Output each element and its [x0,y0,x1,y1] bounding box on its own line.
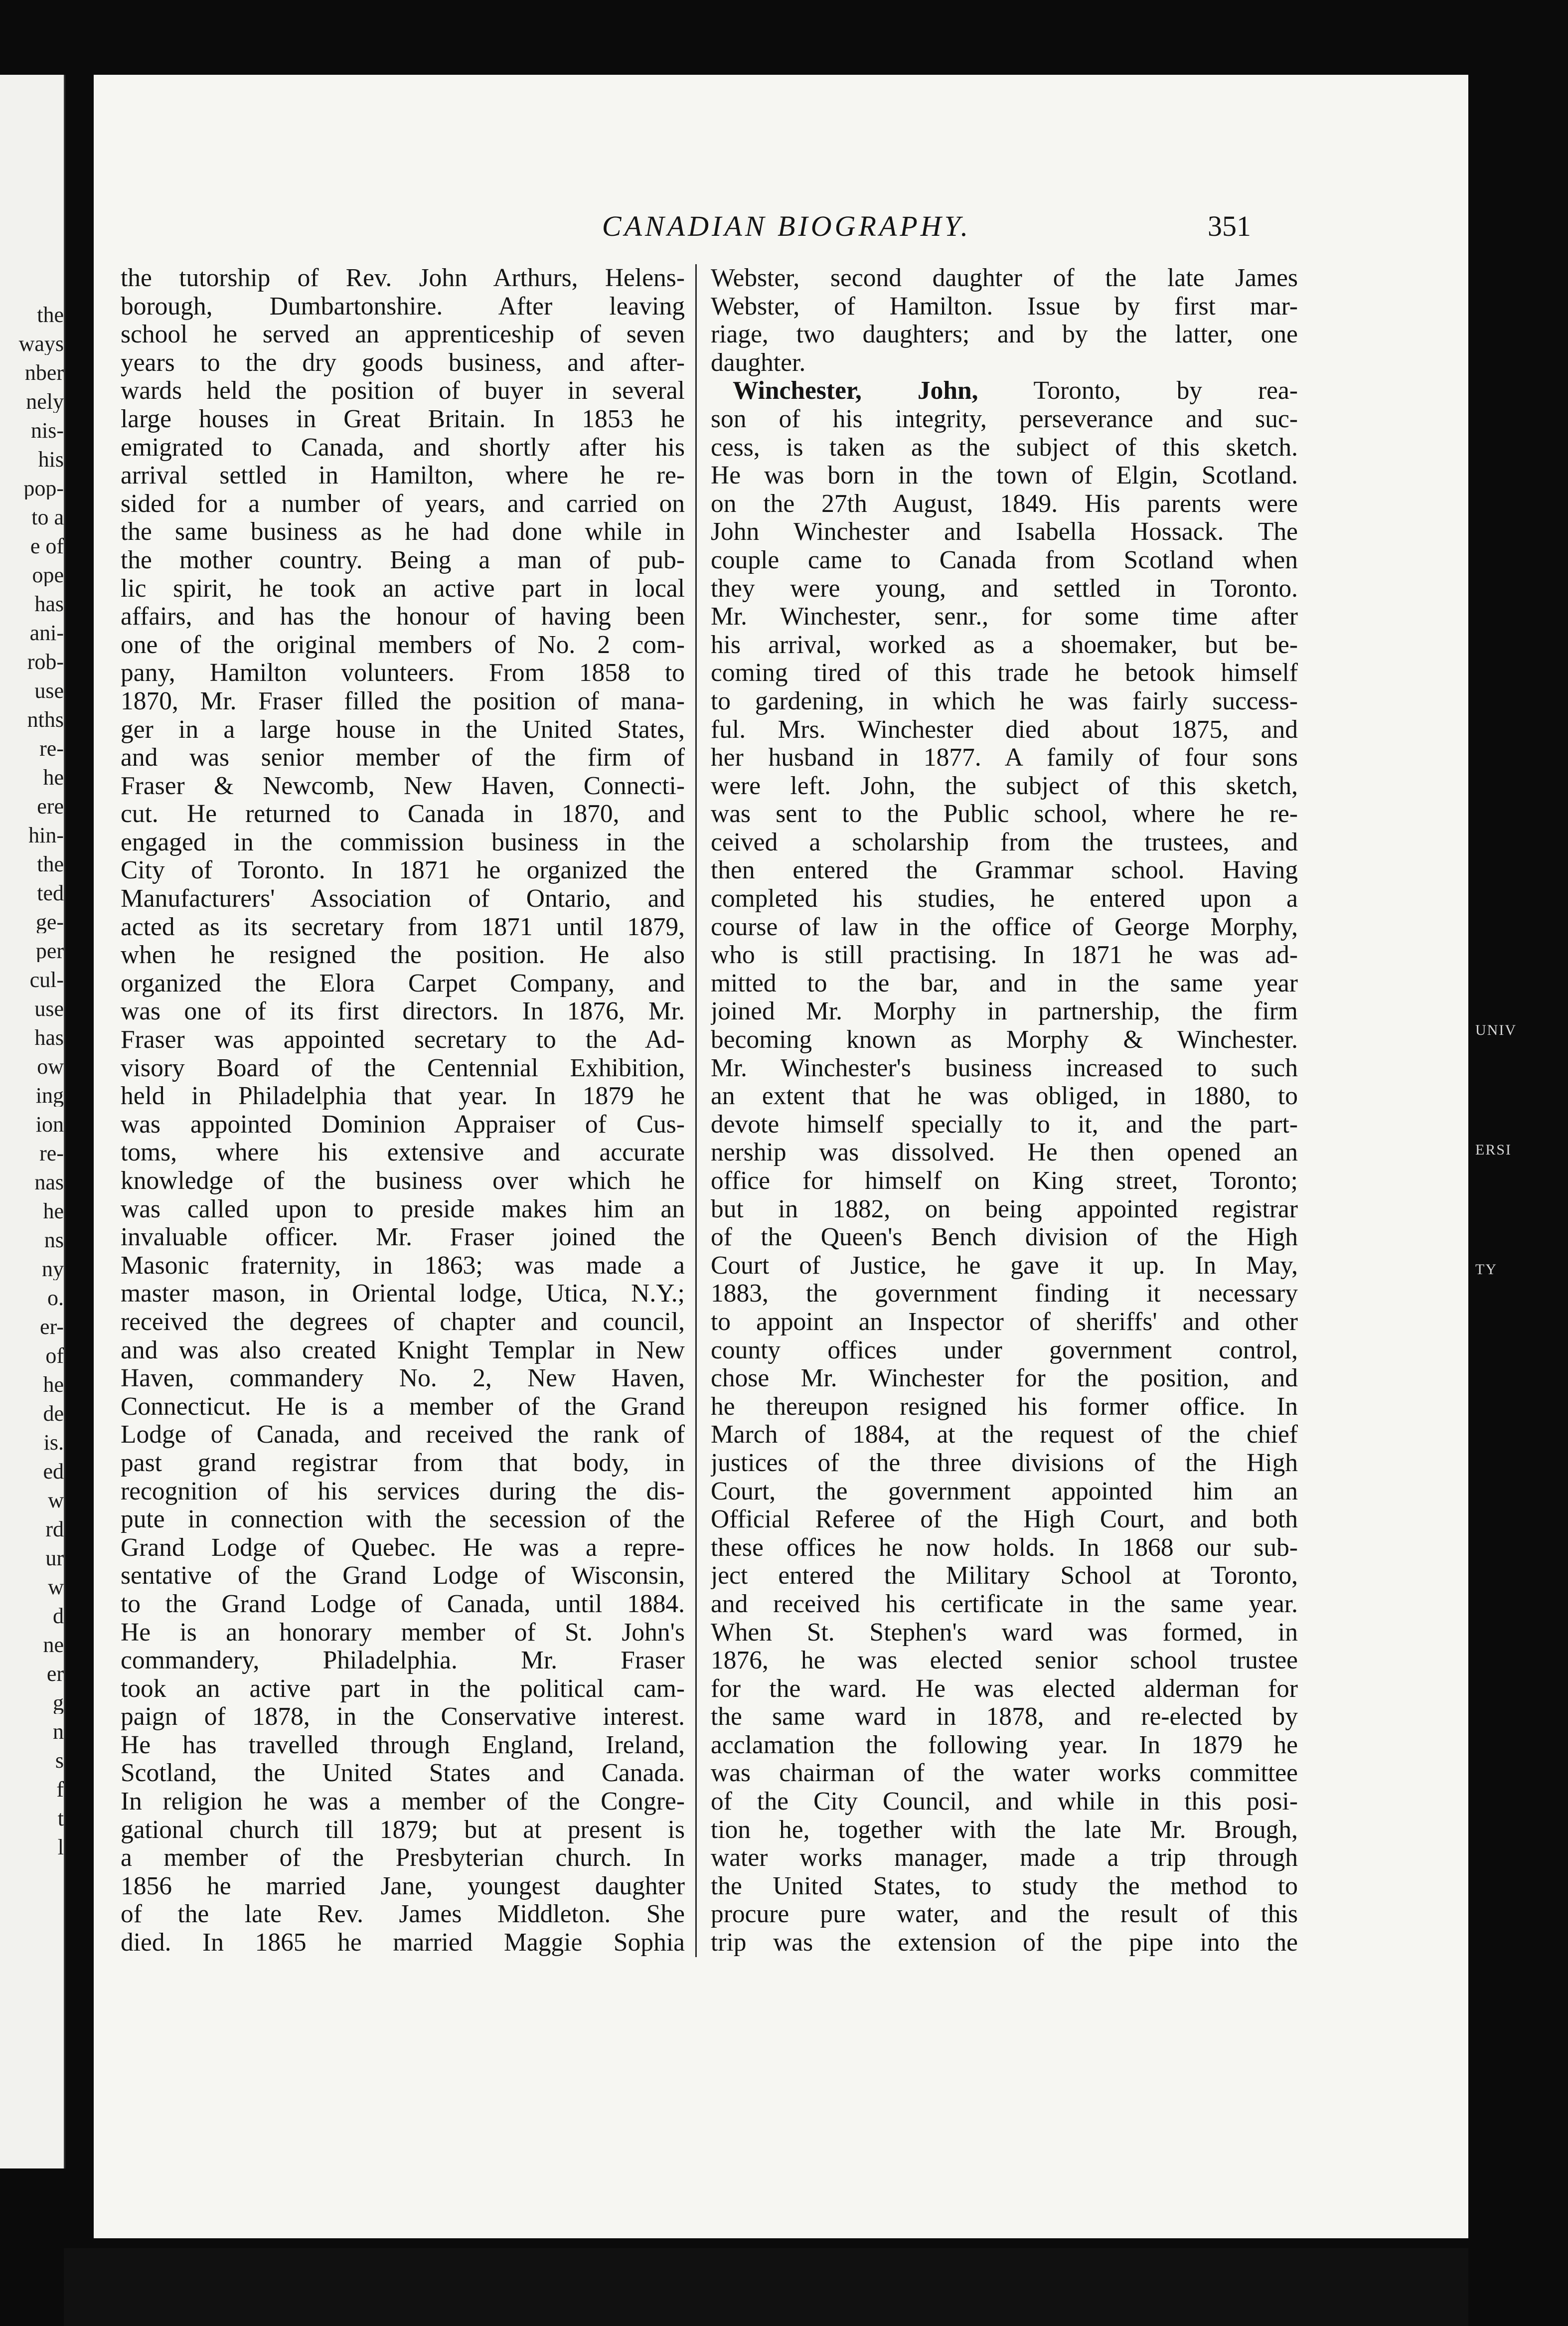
text-line: chose Mr. Winchester for the position, and [711,1364,1298,1393]
text-line: procure pure water, and the result of this [711,1900,1298,1929]
text-line: knowledge of the business over which he [121,1167,685,1195]
text-line: Manufacturers' Association of Ontario, and [121,885,685,913]
margin-fragment: w [48,1576,64,1598]
edge-fragment: TY [1475,1261,1497,1278]
text-line: past grand registrar from that body, in [121,1449,685,1477]
text-line: riage, two daughters; and by the latter, one [711,321,1298,349]
text-line: received the degrees of chapter and council, [121,1308,685,1336]
margin-fragment: his [38,449,64,471]
book-page [94,75,1468,2238]
text-line: were left. John, the subject of this sketch, [711,772,1298,800]
margin-fragment: nis- [31,420,64,442]
text-line: visory Board of the Centennial Exhibition, [121,1054,685,1082]
text-line: Court of Justice, he gave it up. In May, [711,1251,1298,1280]
text-line: acclamation the following year. In 1879 he [711,1731,1298,1759]
text-line: ger in a large house in the United States, [121,715,685,744]
text-line: ject entered the Military School at Toronto, [711,1562,1298,1590]
right-column [695,264,1298,1957]
text-line: He was born in the town of Elgin, Scotland. [711,462,1298,490]
margin-fragment: g [53,1692,64,1714]
text-line: to the Grand Lodge of Canada, until 1884. [121,1590,685,1618]
entry-heading-line [711,377,1298,405]
text-line: one of the original members of No. 2 com- [121,631,685,659]
text-line: nership was dissolved. He then opened an [711,1139,1298,1167]
text-line: office for himself on King street, Toronto; [711,1167,1298,1195]
margin-fragment: ere [37,796,64,818]
text-line: cess, is taken as the subject of this sketch. [711,433,1298,462]
page-header [94,209,1468,249]
text-line: 1870, Mr. Fraser filled the position of mana- [121,687,685,715]
text-line: Connecticut. He is a member of the Grand [121,1392,685,1421]
margin-fragment: ur [45,1547,64,1569]
margin-fragment: d [53,1605,64,1627]
margin-fragment: ani- [29,622,64,644]
text-line: engaged in the commission business in the [121,828,685,856]
text-line: acted as its secretary from 1871 until 1879, [121,913,685,941]
text-line: Masonic fraternity, in 1863; was made a [121,1251,685,1280]
text-line: tion he, together with the late Mr. Brough, [711,1816,1298,1844]
text-line: but in 1882, on being appointed registrar [711,1195,1298,1223]
text-line: Court, the government appointed him an [711,1477,1298,1505]
margin-fragment: de [43,1403,64,1425]
text-line: emigrated to Canada, and shortly after his [121,433,685,462]
text-line: held in Philadelphia that year. In 1879 he [121,1082,685,1111]
margin-fragment: the [37,853,64,875]
text-line: City of Toronto. In 1871 he organized the [121,856,685,885]
text-line: the same ward in 1878, and re-elected by [711,1703,1298,1731]
text-line: to gardening, in which he was fairly success- [711,687,1298,715]
right-page-edge [1470,75,1568,2238]
text-line: Grand Lodge of Quebec. He was a repre- [121,1533,685,1562]
margin-fragment: l [57,1836,64,1858]
margin-fragment: nths [27,709,64,731]
margin-fragment: e of [30,535,64,557]
text-line: master mason, in Oriental lodge, Utica, N.Y.; [121,1280,685,1308]
adjacent-page-strip [0,75,65,2168]
margin-fragment: cul- [29,969,64,991]
text-line: years to the dry goods business, and after- [121,348,685,377]
margin-fragment: re- [39,738,64,760]
text-line: Haven, commandery No. 2, New Haven, [121,1364,685,1393]
margin-fragment: ope [32,564,64,586]
text-line: when he resigned the position. He also [121,941,685,970]
text-line: the same business as he had done while in [121,518,685,546]
margin-fragment: pop- [23,478,64,499]
text-line: and was senior member of the firm of [121,744,685,772]
text-line: pany, Hamilton volunteers. From 1858 to [121,659,685,687]
text-line: 1883, the government finding it necessary [711,1280,1298,1308]
page-number: 351 [1208,210,1251,242]
text-line: of the Queen's Bench division of the High [711,1223,1298,1252]
text-line: trip was the extension of the pipe into the [711,1929,1298,1957]
text-line: these offices he now holds. In 1868 our sub- [711,1533,1298,1562]
margin-fragment: w [48,1490,64,1511]
margin-fragment: use [34,680,64,702]
text-line: 1856 he married Jane, youngest daughter [121,1872,685,1900]
text-line: invaluable officer. Mr. Fraser joined the [121,1223,685,1252]
margin-fragment: er [46,1663,64,1685]
text-line: course of law in the office of George Morphy, [711,913,1298,941]
text-line: wards held the position of buyer in several [121,377,685,405]
text-line: ceived a scholarship from the trustees, and [711,828,1298,856]
text-line: was sent to the Public school, where he re- [711,800,1298,829]
text-line: recognition of his services during the dis- [121,1477,685,1505]
text-line: Official Referee of the High Court, and both [711,1505,1298,1534]
edge-fragment: UNIV [1475,1022,1517,1038]
text-line: gational church till 1879; but at present is [121,1816,685,1844]
text-line: was called upon to preside makes him an [121,1195,685,1223]
text-line: a member of the Presbyterian church. In [121,1844,685,1872]
margin-fragment: of [45,1345,64,1367]
text-line: large houses in Great Britain. In 1853 he [121,405,685,433]
text-line: coming tired of this trade he betook himself [711,659,1298,687]
margin-fragment: er- [40,1316,64,1338]
text-line: was appointed Dominion Appraiser of Cus- [121,1110,685,1139]
margin-fragment: nely [26,391,64,413]
margin-fragment: has [34,1027,64,1049]
text-line: sentative of the Grand Lodge of Wisconsin, [121,1562,685,1590]
text-line: on the 27th August, 1849. His parents were [711,490,1298,518]
text-line: they were young, and settled in Toronto. [711,574,1298,603]
text-line: Fraser was appointed secretary to the Ad- [121,1026,685,1054]
margin-fragment: ted [37,882,64,904]
margin-fragment: f [56,1779,64,1801]
margin-fragment: t [57,1808,64,1829]
text-line: In religion he was a member of the Congre- [121,1788,685,1816]
margin-fragment: rd [45,1518,64,1540]
entry-body [711,405,1298,1957]
text-line: cut. He returned to Canada in 1870, and [121,800,685,829]
margin-fragment: re- [39,1143,64,1164]
text-line: then entered the Grammar school. Having [711,856,1298,885]
text-line: he thereupon resigned his former office. In [711,1392,1298,1421]
text-line: borough, Dumbartonshire. After leaving [121,292,685,321]
text-line: of the City Council, and while in this posi- [711,1788,1298,1816]
text-line: He is an honorary member of St. John's [121,1618,685,1647]
margin-fragment: ion [35,1114,64,1136]
text-line: Webster, of Hamilton. Issue by first mar- [711,292,1298,321]
margin-fragment: he [43,1374,64,1396]
margin-fragment: ways [18,333,64,355]
text-line: was chairman of the water works committee [711,1759,1298,1788]
margin-fragment: ow [37,1056,64,1078]
margin-fragment: he [43,1200,64,1222]
text-line: Mr. Winchester, senr., for some time after [711,603,1298,631]
text-line: When St. Stephen's ward was formed, in [711,1618,1298,1647]
text-line: his arrival, worked as a shoemaker, but be- [711,631,1298,659]
text-line: couple came to Canada from Scotland when [711,546,1298,574]
text-line: Webster, second daughter of the late James [711,264,1298,292]
text-line: Scotland, the United States and Canada. [121,1759,685,1788]
text-line: joined Mr. Morphy in partnership, the firm [711,997,1298,1026]
entry-name: Winchester, John, [733,377,978,405]
margin-fragment: n [53,1721,64,1743]
margin-fragment: nber [24,362,64,384]
text-line: an extent that he was obliged, in 1880, to [711,1082,1298,1111]
margin-fragment: ne [43,1634,64,1656]
text-line: who is still practising. In 1871 he was ad- [711,941,1298,970]
text-line: school he served an apprenticeship of seven [121,321,685,349]
text-line: lic spirit, he took an active part in local [121,574,685,603]
text-line: paign of 1878, in the Conservative interest. [121,1703,685,1731]
margin-fragment: to a [31,506,64,528]
text-line: He has travelled through England, Ireland, [121,1731,685,1759]
margin-fragment: s [55,1750,64,1772]
text-line: and received his certificate in the same year. [711,1590,1298,1618]
text-line: March of 1884, at the request of the chief [711,1421,1298,1449]
text-line: commandery, Philadelphia. Mr. Fraser [121,1647,685,1675]
text-line: affairs, and has the honour of having been [121,603,685,631]
text-line: her husband in 1877. A family of four sons [711,744,1298,772]
text-line: organized the Elora Carpet Company, and [121,969,685,997]
text-line: pute in connection with the secession of the [121,1505,685,1534]
text-line: Lodge of Canada, and received the rank of [121,1421,685,1449]
text-line: died. In 1865 he married Maggie Sophia [121,1929,685,1957]
text-line: the tutorship of Rev. John Arthurs, Helens- [121,264,685,292]
text-line: ful. Mrs. Winchester died about 1875, and [711,715,1298,744]
text-line: was one of its first directors. In 1876, Mr. [121,997,685,1026]
text-line: devote himself specially to it, and the part- [711,1110,1298,1139]
margin-fragment: ed [43,1461,64,1483]
margin-fragment: use [34,998,64,1020]
margin-fragment: rob- [27,651,64,673]
margin-fragment: ge- [35,911,64,933]
text-line: completed his studies, he entered upon a [711,885,1298,913]
left-column [121,264,685,1957]
margin-fragment: he [43,767,64,789]
text-line: Fraser & Newcomb, New Haven, Connecti- [121,772,685,800]
text-line: becoming known as Morphy & Winchester. [711,1026,1298,1054]
text-line: John Winchester and Isabella Hossack. The [711,518,1298,546]
margin-fragment: is. [43,1432,64,1454]
running-head: CANADIAN BIOGRAPHY. [602,210,971,242]
text-line: of the late Rev. James Middleton. She [121,1900,685,1929]
margin-fragment: o. [47,1287,64,1309]
text-line: daughter. [711,348,806,377]
text-line: justices of the three divisions of the High [711,1449,1298,1477]
bottom-scan-edge [64,2248,1468,2326]
previous-entry-end [711,264,1298,377]
margin-fragment: ny [42,1258,64,1280]
entry-heading-rest: Toronto, by rea- [1033,377,1298,405]
margin-fragment: per [35,940,64,962]
text-line: 1876, he was elected senior school trustee [711,1647,1298,1675]
margin-fragment: has [34,593,64,615]
text-line: for the ward. He was elected alderman for [711,1674,1298,1703]
text-line: Mr. Winchester's business increased to such [711,1054,1298,1082]
text-line: the United States, to study the method to [711,1872,1298,1900]
margin-fragment: nas [34,1171,64,1193]
text-line: mitted to the bar, and in the same year [711,969,1298,997]
text-line: and was also created Knight Templar in New [121,1336,685,1364]
text-line: toms, where his extensive and accurate [121,1139,685,1167]
text-line: took an active part in the political cam- [121,1674,685,1703]
text-line: county offices under government control, [711,1336,1298,1364]
text-line: son of his integrity, perseverance and suc- [711,405,1298,433]
text-line: arrival settled in Hamilton, where he re- [121,462,685,490]
edge-fragment: ERSI [1475,1142,1512,1158]
margin-fragment: hin- [28,825,64,846]
margin-fragment: the [37,304,64,326]
margin-fragment: ing [35,1085,64,1107]
text-line: the mother country. Being a man of pub- [121,546,685,574]
margin-fragment: ns [44,1229,64,1251]
text-line: sided for a number of years, and carried on [121,490,685,518]
text-line: water works manager, made a trip through [711,1844,1298,1872]
text-line: to appoint an Inspector of sheriffs' and other [711,1308,1298,1336]
